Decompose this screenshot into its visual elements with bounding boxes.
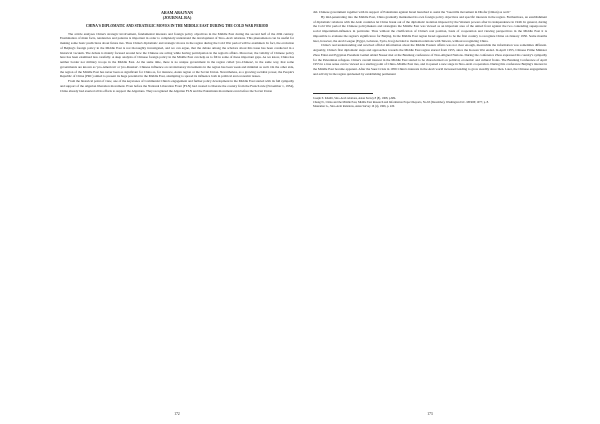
left-page <box>60 10 294 93</box>
page-number-left: 172 <box>174 412 180 416</box>
body-paragraph: From the historical point of view, one of the keystones of Communist China's engagement and further policy development in the Middle East started with its full sympathy and support of the Algerian liberation movement. Even before the National Liberation Front (FLN) had created to liberate the country from the French rule (November 1, 1954), China already had exerted all its efforts to support the Algerians. They recognized the Algerian FLN and the Palestinian movement even before the Soviet Union <box>60 79 294 93</box>
page-number-right: 173 <box>427 412 433 416</box>
footnote-divider <box>313 93 373 94</box>
footnote: Chung N., China and the Middle East, Middle East Research and Information Project Reports, No.63 (December), Washington D.C. MERIP, 1977, p. 8. <box>313 99 489 104</box>
author-name: ARAM ABAJYAN <box>161 10 193 15</box>
body-paragraph: The article analyses China's strategic involvement, fundamental interests and foreign policy objectives in the Middle East during the second half of the 20th century. Examination of main facts, tendencies and patterns is important in order to completely understand the development of Sino–Arab relations. This phenomenon can be useful for making some basic predictions about future ties. Thus China's diplomatic and strategic moves in the region during the Cold War period will be examined. In fact, the evolution of Beijing's foreign policy in the Middle East is not thoroughly investigated, and we can argue, that the debate among the scholars about this issue has been conducted in a historical vacuum. The debate is mainly focused around how the Chinese are acting while having participation in the region's affairs. Moreover, the validity of Chinese policy here has been examined less carefully. A deep analysis of Chinese foreign policy in the Middle East can help us to fill in some of these important gaps. As we know, China has neither border nor military troops in the Middle East. At the same time, there is no unique government in the region called 'pro-Chinese', in the same way, that some governments are known as 'pro-American' or 'pro-Russian'. Chinese influence on revolutionary movements in the region has been weak and minimal as well. On the other side, the region of the Middle East has never been as significant for China as, for instance, Asian region or the Soviet Union. Nevertheless, as a growing socialist power, the People's Republic of China (PRC) aimed to present its huge potential in the Middle East, attempting to spread its influence both in political and economic issues. <box>60 31 294 79</box>
footnote: Mauramer G., Sino-Arab Relations, Asian Survey 16 (4), 1966, p. 220. <box>313 104 395 109</box>
body-paragraph: did. Chinese government together with its support of Palestinian against Israel launched to assist the "Guerrilla movement in Dhofar (Oman) as well." <box>313 10 511 14</box>
article-title: CHINA'S DIPLOMATIC AND STRATEGIC MOVES IN THE MIDDLE EAST DURING THE COLD WAR PERIOD <box>85 24 269 28</box>
body-paragraph: By mid-penetrating into the Middle East, China gradually maintained its own foreign policy objectives and specific interests in the region. Furthermore, an establishment of diplomatic relations with the Arab countries let China break out of the diplomatic isolation imposed by the Western powers after its independence in 1949. In general, during the Cold War period the Chinese policymakers and strategists the Middle East was viewed as an important area of the united front against the two contending superpowers: social imperialism-influence in particular. Thus without the clarification of China's real position, basis of cooperation and viewing perspectives in the Middle East it is impossible to evaluate the region's significance for Beijing. In the Middle East region Israel appeared to be the first country to recognize China on January 1950. Some months later, however, the Arab League (Egypt, Lebanon, Syria, Iraq) decided to maintain relations with Taiwan, without recognizing China. <box>313 14 547 43</box>
footnote: Joseph E. Khalili, Sino-Arab relations, Asian Survey 8 (8), 1968, p.684. <box>313 95 397 100</box>
right-page <box>313 10 547 109</box>
author-affiliation: (JOURNAL RA) <box>162 15 192 20</box>
body-paragraph: China's real understanding and received official information about the Middle Eastern affairs was not clear enough, meanwhile the information was sometimes different. Arguably, China's first diplomatic steps and approaches towards the Middle East region started from 1955, since the Korean War ended. In April 1955, Chinese Prime Minister Zhou Enlai and Egyptian President Gamal Abdel Nasser met at the Bandung conference of Non-Aligned Nations. During the conference Zhou expressed his country's sympathy for the Palestinian refugees. China's overall interest in the Middle East started to be characterized on political, economic and cultural fronts. The Bandung Conference of April 1955 in a true sense can be viewed as a starting point of China–Middle East ties, and it opened a new stage in Sino-Arab cooperation. During this conference Beijing's interest in the Middle East became apparent. After the Suez Crisis in 1956 China's interests in the Arab world increased tending to grow steadily since then. Later, the Chinese engagements and activity in the region quickened by establishing permanent <box>313 43 547 76</box>
